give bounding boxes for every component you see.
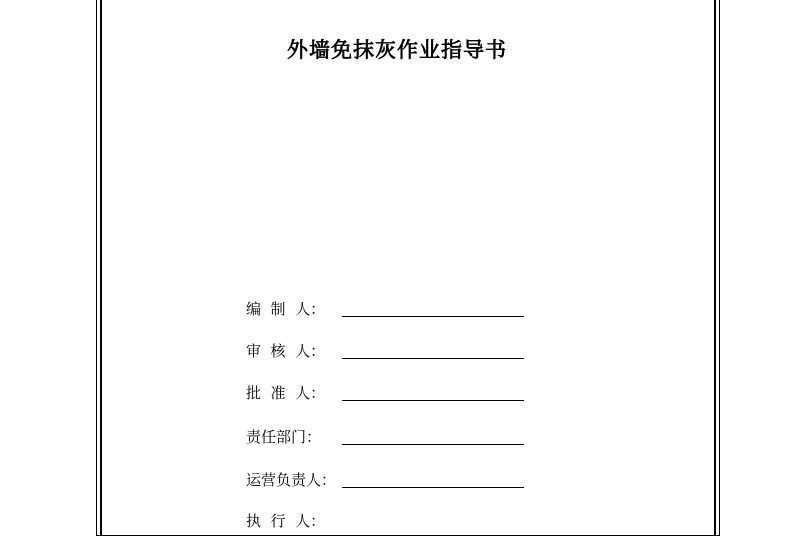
signature-label: 审 核 人： <box>246 342 326 360</box>
signature-label: 执 行 人： <box>246 512 326 530</box>
page-frame-inner <box>100 0 716 535</box>
signature-line[interactable] <box>342 426 524 445</box>
signature-row-responsible-dept <box>246 422 524 446</box>
signature-row-compiler <box>246 294 524 318</box>
signature-row-approver <box>246 378 524 402</box>
page-frame-outer <box>96 0 720 536</box>
signature-line[interactable] <box>342 469 524 488</box>
signature-label: 批 准 人： <box>246 384 326 402</box>
signature-label: 编 制 人： <box>246 300 326 318</box>
signature-line[interactable] <box>342 382 524 401</box>
signature-label: 责任部门： <box>246 428 322 446</box>
signature-row-executor <box>246 506 342 530</box>
document-title: 外墙免抹灰作业指导书 <box>287 37 507 62</box>
signature-line[interactable] <box>342 340 524 359</box>
signature-label: 运营负责人： <box>246 471 337 489</box>
signature-line[interactable] <box>342 298 524 317</box>
signature-row-reviewer <box>246 336 524 360</box>
signature-row-operations-lead <box>246 465 524 489</box>
